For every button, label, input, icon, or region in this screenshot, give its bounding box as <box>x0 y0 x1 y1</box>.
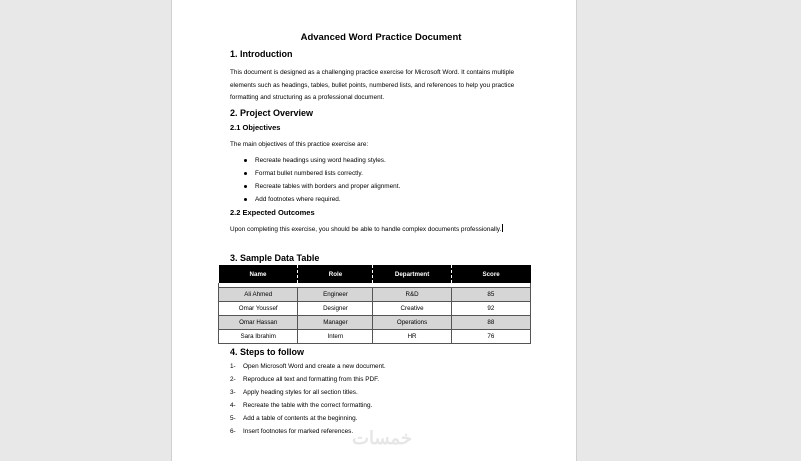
heading-introduction: 1. Introduction <box>230 49 293 59</box>
step-number: 4- <box>230 402 236 409</box>
watermark-logo: خمسات <box>352 428 413 448</box>
table-header-row <box>219 265 531 283</box>
column-header-name: Name <box>219 265 298 283</box>
document-page[interactable] <box>171 0 577 461</box>
table-cell: Intern <box>298 330 373 344</box>
sample-data-table <box>218 265 531 344</box>
table-cell: Omar Youssef <box>219 302 298 316</box>
step-number: 5- <box>230 415 236 422</box>
step-number: 3- <box>230 389 236 396</box>
table-cell: 85 <box>451 288 530 302</box>
column-header-score: Score <box>451 265 530 283</box>
column-header-department: Department <box>373 265 451 283</box>
text-cursor <box>502 224 503 232</box>
outcomes-paragraph: Upon completing this exercise, you should be able to handle complex documents professionally. <box>230 226 502 233</box>
step-number: 6- <box>230 428 236 435</box>
heading-expected-outcomes: 2.2 Expected Outcomes <box>230 208 315 217</box>
table-cell: Engineer <box>298 288 373 302</box>
introduction-paragraph: This document is designed as a challenging practice exercise for Microsoft Word. It contains multiple elements such as headings, tables, bullet points, numbered lists, and references to help you practice formatting and structuring as a professional document. <box>230 69 515 102</box>
bullet-icon <box>244 159 247 162</box>
table-cell: 76 <box>451 330 530 344</box>
step-number: 1- <box>230 363 236 370</box>
step-number: 2- <box>230 376 236 383</box>
heading-sample-data-table: 3. Sample Data Table <box>230 253 320 263</box>
bullet-icon <box>244 198 247 201</box>
column-header-role: Role <box>298 265 373 283</box>
table-row <box>219 288 531 302</box>
step-text: Open Microsoft Word and create a new document. <box>243 363 386 370</box>
table-cell: Manager <box>298 316 373 330</box>
bullet-item: Add footnotes where required. <box>255 196 341 203</box>
step-text: Insert footnotes for marked references. <box>243 428 354 435</box>
step-text: Add a table of contents at the beginning. <box>243 415 358 422</box>
bullet-icon <box>244 172 247 175</box>
table-cell: Creative <box>373 302 451 316</box>
objectives-intro: The main objectives of this practice exercise are: <box>230 141 369 148</box>
table-row <box>219 302 531 316</box>
heading-steps: 4. Steps to follow <box>230 347 305 357</box>
bullet-icon <box>244 185 247 188</box>
table-cell: Designer <box>298 302 373 316</box>
table-cell: Sara Ibrahim <box>219 330 298 344</box>
bullet-item: Format bullet numbered lists correctly. <box>255 170 363 177</box>
heading-project-overview: 2. Project Overview <box>230 108 314 118</box>
table-cell: Ali Ahmed <box>219 288 298 302</box>
table-row <box>219 330 531 344</box>
table-cell: HR <box>373 330 451 344</box>
heading-objectives: 2.1 Objectives <box>230 123 281 132</box>
table-row <box>219 316 531 330</box>
table-cell: 88 <box>451 316 530 330</box>
table-cell: Operations <box>373 316 451 330</box>
step-text: Recreate the table with the correct formatting. <box>243 402 373 409</box>
step-text: Reproduce all text and formatting from this PDF. <box>243 376 380 383</box>
bullet-item: Recreate tables with borders and proper alignment. <box>255 183 401 190</box>
step-text: Apply heading styles for all section titles. <box>243 389 358 396</box>
document-title: Advanced Word Practice Document <box>300 32 462 43</box>
table-cell: Omar Hassan <box>219 316 298 330</box>
table-cell: R&D <box>373 288 451 302</box>
bullet-item: Recreate headings using word heading styles. <box>255 157 386 164</box>
table-cell: 92 <box>451 302 530 316</box>
